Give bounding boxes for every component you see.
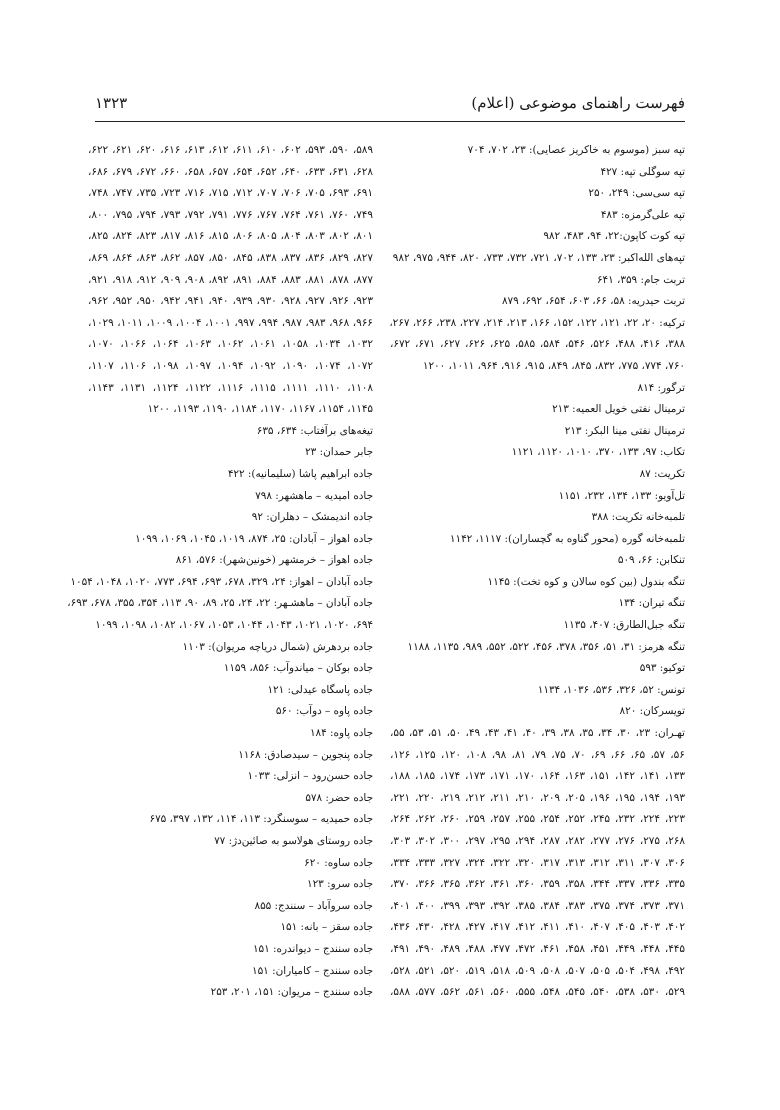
index-entry-line: تنگه تیران: ۱۳۴ bbox=[618, 597, 685, 610]
index-entry-line: توکیو: ۵۹۳ bbox=[639, 662, 685, 675]
index-entry-line: ترگور: ۸۱۴ bbox=[637, 381, 685, 394]
index-entry-line: تنگه بندول (بین کوه سالان و کوه تخت): ۱۱۴۵ bbox=[487, 575, 685, 588]
index-entry-line: ۲۲۳، ۲۲۴، ۲۳۲، ۲۴۵، ۲۵۲، ۲۵۴، ۲۵۵، ۲۵۷، ۲۵۹، ۲۶۰، ۲۶۲، ۲۶۴، bbox=[390, 813, 685, 826]
index-entry-line: تپه سی‌سی: ۲۴۹، ۲۵۰ bbox=[588, 187, 685, 200]
index-entry-line: جاده سروآباد – سنندج: ۸۵۵ bbox=[254, 899, 373, 912]
page-title: فهرست راهنمای موضوعی (اعلام) bbox=[471, 94, 685, 112]
running-header bbox=[95, 92, 685, 120]
index-entry-line: تونس: ۵۲، ۳۲۶، ۵۳۶، ۱۰۳۶، ۱۱۳۴ bbox=[537, 683, 685, 696]
index-entry-line: جاده امیدیه – ماهشهر: ۷۹۸ bbox=[255, 489, 373, 502]
index-entry-line: ۷۴۹، ۷۶۰، ۷۶۱، ۷۶۴، ۷۶۷، ۷۷۶، ۷۹۱، ۷۹۲، ۷۹۳، ۷۹۴، ۷۹۵، ۸۰۰، bbox=[88, 208, 373, 221]
index-entry-line: تربت جام: ۳۵۹، ۶۴۱ bbox=[596, 273, 685, 286]
index-entry-line: جاده روستای هولاسو به صائین‌دژ: ۷۷ bbox=[214, 835, 373, 847]
index-entry-line: ۱۱۴۵، ۱۱۵۴، ۱۱۶۷، ۱۱۷۰، ۱۱۸۴، ۱۱۹۰، ۱۱۹۳، ۱۲۰۰ bbox=[147, 403, 373, 416]
index-entry-line: ۳۷۱، ۳۷۳، ۳۷۴، ۳۷۵، ۳۸۳، ۳۸۴، ۳۸۵، ۳۹۲، ۳۹۳، ۳۹۹، ۴۰۰، ۴۰۱، bbox=[390, 899, 685, 912]
index-entry-line: تپه سبز (موسوم به خاکریز عصایی): ۲۳، ۷۰۲، ۷۰۴ bbox=[467, 144, 685, 156]
index-entry-line: ۸۰۱، ۸۰۲، ۸۰۳، ۸۰۴، ۸۰۵، ۸۰۶، ۸۱۵، ۸۱۶، ۸۱۷، ۸۲۳، ۸۲۴، ۸۲۵، bbox=[88, 230, 373, 243]
index-entry-line: ۴۹۲، ۴۹۸، ۵۰۴، ۵۰۵، ۵۰۷، ۵۰۸، ۵۰۹، ۵۱۸، ۵۱۹، ۵۲۰، ۵۲۱، ۵۲۸، bbox=[390, 964, 685, 977]
index-entry-line: تلمبه‌خانه گوره (محور گناوه به گچساران): ۱۱۱۷، ۱۱۴۲ bbox=[449, 532, 685, 545]
index-entry-line: ترمینال نفتی خویل العمیه: ۲۱۳ bbox=[552, 403, 685, 416]
index-entry-line: تهـران: ۲۳، ۳۰، ۳۴، ۳۵، ۳۸، ۳۹، ۴۰، ۴۱، ۴۳، ۴۹، ۵۰، ۵۱، ۵۳، ۵۵، bbox=[390, 727, 685, 740]
index-entry-line: جاده اهواز – آبادان: ۲۵، ۸۷۴، ۱۰۱۹، ۱۰۴۵، ۱۰۶۹، ۱۰۹۹ bbox=[135, 532, 373, 545]
index-entry-line: ۲۶۸، ۲۷۵، ۲۷۶، ۲۷۷، ۲۸۲، ۲۸۷، ۲۹۴، ۲۹۵، ۲۹۷، ۳۰۰، ۳۰۲، ۳۰۳، bbox=[390, 835, 685, 847]
index-entry-line: جاده سقز – بانه: ۱۵۱ bbox=[280, 921, 373, 934]
index-entry-line: جاده اندیمشک – دهلران: ۹۲ bbox=[251, 511, 373, 524]
index-entry-line: جاده بوکان – میاندوآب: ۸۵۶، ۱۱۵۹ bbox=[223, 662, 373, 675]
index-entry-line: جاده ساوه: ۶۲۰ bbox=[304, 856, 373, 869]
index-entry-line: تکاب: ۹۷، ۱۳۳، ۳۷۰، ۱۰۱۰، ۱۱۲۰، ۱۱۲۱ bbox=[511, 446, 685, 459]
index-entry-line: ۱۳۳، ۱۴۱، ۱۴۲، ۱۵۱، ۱۶۳، ۱۶۴، ۱۷۰، ۱۷۱، ۱۷۳، ۱۷۴، ۱۸۵، ۱۸۸، bbox=[390, 770, 685, 783]
index-entry-line: ۶۹۴، ۱۰۲۰، ۱۰۲۱، ۱۰۴۳، ۱۰۴۴، ۱۰۵۳، ۱۰۶۷، ۱۰۸۲، ۱۰۹۸، ۱۰۹۹ bbox=[95, 619, 373, 632]
index-entry-line: ۱۰۷۲، ۱۰۷۴، ۱۰۹۰، ۱۰۹۲، ۱۰۹۴، ۱۰۹۷، ۱۰۹۸، ۱۱۰۶، ۱۱۰۷، bbox=[88, 359, 373, 372]
index-entry-line: ۵۶، ۵۷، ۶۵، ۶۶، ۶۹، ۷۰، ۷۵، ۷۹، ۸۱، ۹۸، ۱۰۸، ۱۲۰، ۱۲۵، ۱۲۶، bbox=[390, 748, 685, 761]
index-entry-line: تنگه هرمز: ۳۱، ۵۱، ۳۵۶، ۳۷۸، ۴۵۶، ۵۲۲، ۵۵۲، ۹۸۹، ۱۱۳۵، ۱۱۸۸ bbox=[407, 640, 685, 653]
index-entry-line: جاده آبادان – اهواز: ۲۴، ۳۲۹، ۶۷۸، ۶۹۳، ۶۹۴، ۷۷۳، ۱۰۲۰، ۱۰۴۸، ۱۰۵۴ bbox=[70, 575, 373, 588]
index-entry-line: تپه کوت کاپون:۲۲، ۹۴، ۴۸۳، ۹۸۲ bbox=[543, 230, 685, 243]
index-entry-line: جاده سنندج – مریوان: ۱۵۱، ۲۰۱، ۲۵۳ bbox=[210, 986, 373, 999]
index-entry-line: جاده پنجوین – سیدصادق: ۱۱۶۸ bbox=[238, 748, 373, 761]
index-entry-line: جاده حمیدیه – سوسنگرد: ۱۱۳، ۱۱۴، ۱۳۲، ۳۹۷، ۶۷۵ bbox=[149, 813, 373, 826]
index-entry-line: جاده سرو: ۱۲۳ bbox=[307, 878, 373, 891]
index-entry-line: جاده اهواز – خرمشهر (خونین‌شهر): ۵۷۶، ۸۶۱ bbox=[175, 554, 373, 567]
index-entry-line: ۳۳۵، ۳۳۶، ۳۳۷، ۳۴۴، ۳۵۸، ۳۵۹، ۳۶۰، ۳۶۱، ۳۶۲، ۳۶۵، ۳۶۶، ۳۷۰، bbox=[390, 878, 685, 891]
index-entry-line: ۶۹۱، ۶۹۳، ۷۰۵، ۷۰۶، ۷۰۷، ۷۱۲، ۷۱۵، ۷۱۶، ۷۲۳، ۷۳۵، ۷۴۷، ۷۴۸، bbox=[88, 187, 373, 200]
index-entry-line: ترکیه: ۲۰، ۲۲، ۱۲۱، ۱۲۲، ۱۵۲، ۱۶۶، ۲۱۳، ۲۱۴، ۲۲۷، ۲۳۸، ۲۶۶، ۲۶۷، bbox=[389, 316, 685, 329]
index-entry-line: تپه سوگلی تپه: ۴۲۷ bbox=[600, 165, 685, 178]
index-column-right bbox=[390, 140, 685, 1004]
index-entry-line: تربت حیدریه: ۵۸، ۶۶، ۶۰۳، ۶۵۴، ۶۹۲، ۸۷۹ bbox=[501, 295, 685, 308]
index-entry-line: ۹۶۶، ۹۶۸، ۹۸۳، ۹۸۷، ۹۹۴، ۹۹۷، ۱۰۰۱، ۱۰۰۴، ۱۰۰۹، ۱۰۱۱، ۱۰۲۹، bbox=[88, 316, 373, 329]
index-entry-line: تکریت: ۸۷ bbox=[639, 467, 685, 480]
index-entry-line: جابر حمدان: ۲۳ bbox=[305, 446, 373, 459]
index-entry-line: ترمینال نفتی مینا البکر: ۲۱۳ bbox=[564, 424, 685, 437]
header-rule bbox=[95, 121, 685, 122]
index-entry-line: جاده آبادان – ماهشـهر: ۲۲، ۲۴، ۲۵، ۸۹، ۹۰، ۱۱۳، ۳۵۴، ۳۵۵، ۶۷۸، ۶۹۳، bbox=[67, 597, 373, 610]
index-entry-line: تپه علی‌گرمزه: ۴۸۳ bbox=[600, 208, 685, 221]
index-entry-line: تپه‌های الله‌اکبر: ۲۳، ۱۳۳، ۷۰۲، ۷۲۱، ۷۳۲، ۷۳۳، ۸۲۰، ۹۴۴، ۹۷۵، ۹۸۲ bbox=[392, 251, 685, 264]
index-entry-line: تنکابن: ۶۶، ۵۰۹ bbox=[617, 554, 685, 567]
page-number: ۱۳۲۳ bbox=[95, 94, 128, 112]
index-entry-line: ۵۸۹، ۵۹۰، ۵۹۳، ۶۰۲، ۶۱۰، ۶۱۱، ۶۱۲، ۶۱۳، ۶۱۶، ۶۲۰، ۶۲۱، ۶۲۲، bbox=[88, 144, 373, 156]
index-entry-line: ۳۸۸، ۴۱۶، ۴۸۸، ۵۲۶، ۵۴۶، ۵۸۴، ۵۸۵، ۶۲۵، ۶۲۶، ۶۲۷، ۶۷۱، ۶۷۲، bbox=[390, 338, 685, 351]
index-entry-line: ۴۰۲، ۴۰۳، ۴۰۵، ۴۰۷، ۴۱۰، ۴۱۱، ۴۱۲، ۴۱۷، ۴۲۷، ۴۲۸، ۴۳۰، ۴۳۶، bbox=[390, 921, 685, 934]
index-entry-line: ۴۴۵، ۴۴۸، ۴۴۹، ۴۵۱، ۴۵۸، ۴۶۱، ۴۷۲، ۴۷۷، ۴۸۸، ۴۸۹، ۴۹۰، ۴۹۱، bbox=[390, 942, 685, 955]
index-column-left bbox=[67, 140, 373, 1004]
index-entry-line: تنگه جبل‌الطارق: ۴۰۷، ۱۱۳۵ bbox=[563, 619, 685, 632]
index-entry-line: ۷۶۰، ۷۷۴، ۷۷۵، ۸۳۲، ۸۴۵، ۸۴۹، ۹۱۵، ۹۱۶، ۹۶۴، ۱۰۱۱، ۱۲۰۰ bbox=[422, 359, 685, 372]
index-entry-line: جاده سنندج – کامیاران: ۱۵۱ bbox=[252, 964, 373, 977]
index-entry-line: ۱۹۳، ۱۹۴، ۱۹۵، ۱۹۶، ۲۰۵، ۲۰۹، ۲۱۰، ۲۱۱، ۲۱۲، ۲۱۹، ۲۲۰، ۲۲۱، bbox=[390, 791, 685, 804]
index-entry-line: ۶۲۸، ۶۳۱، ۶۳۳، ۶۴۰، ۶۵۲، ۶۵۴، ۶۵۷، ۶۵۸، ۶۶۰، ۶۷۲، ۶۷۹، ۶۸۶، bbox=[88, 165, 373, 178]
index-entry-line: تل‌آویو: ۱۳۳، ۱۳۴، ۲۳۲، ۱۱۵۱ bbox=[558, 489, 685, 502]
index-entry-line: جاده ابراهیم پاشا (سلیمانیه): ۴۲۲ bbox=[227, 467, 373, 480]
index-entry-line: جاده بردهرش (شمال دریاچه مریوان): ۱۱۰۳ bbox=[182, 640, 373, 653]
index-entry-line: ۸۲۷، ۸۲۹، ۸۳۶، ۸۳۷، ۸۳۸، ۸۴۵، ۸۵۰، ۸۵۷، ۸۶۲، ۸۶۳، ۸۶۴، ۸۶۹، bbox=[88, 251, 373, 264]
index-entry-line: ۳۰۶، ۳۰۷، ۳۱۱، ۳۱۲، ۳۱۳، ۳۱۷، ۳۲۰، ۳۲۲، ۳۲۴، ۳۲۷، ۳۳۳، ۳۳۴، bbox=[390, 856, 685, 869]
index-entry-line: تویسرکان: ۸۲۰ bbox=[619, 705, 685, 718]
index-entry-line: جاده حضر: ۵۷۸ bbox=[305, 791, 373, 804]
index-entry-line: ۸۷۷، ۸۷۸، ۸۸۱، ۸۸۳، ۸۸۴، ۸۹۱، ۸۹۲، ۹۰۸، ۹۰۹، ۹۱۲، ۹۱۸، ۹۲۱، bbox=[88, 273, 373, 286]
index-entry-line: جاده پاوه: ۱۸۴ bbox=[309, 727, 373, 740]
index-entry-line: تیغه‌های برآفتاب: ۶۳۴، ۶۳۵ bbox=[256, 424, 373, 437]
index-entry-line: جاده سنندج – دیواندره: ۱۵۱ bbox=[252, 942, 373, 955]
index-entry-line: جاده پاسگاه عیدلی: ۱۲۱ bbox=[267, 683, 373, 696]
index-entry-line: جاده حسن‌رود – انزلی: ۱۰۳۳ bbox=[247, 770, 373, 783]
index-entry-line: ۱۰۳۲، ۱۰۳۴، ۱۰۵۸، ۱۰۶۱، ۱۰۶۲، ۱۰۶۳، ۱۰۶۴، ۱۰۶۶، ۱۰۷۰، bbox=[88, 338, 373, 351]
index-entry-line: ۹۲۳، ۹۲۶، ۹۲۷، ۹۲۸، ۹۳۰، ۹۳۹، ۹۴۰، ۹۴۱، ۹۴۲، ۹۵۰، ۹۵۲، ۹۶۲، bbox=[88, 295, 373, 308]
index-entry-line: ۵۲۹، ۵۳۰، ۵۳۸، ۵۴۰، ۵۴۵، ۵۴۸، ۵۵۵، ۵۶۰، ۵۶۱، ۵۶۲، ۵۷۷، ۵۸۸، bbox=[390, 986, 685, 999]
index-entry-line: جاده پاوه – دوآب: ۵۶۰ bbox=[275, 705, 373, 718]
index-entry-line: تلمبه‌خانه تکریت: ۳۸۸ bbox=[591, 511, 685, 524]
index-entry-line: ۱۱۰۸، ۱۱۱۰، ۱۱۱۱، ۱۱۱۵، ۱۱۱۶، ۱۱۲۲، ۱۱۲۴، ۱۱۳۱، ۱۱۴۳، bbox=[88, 381, 373, 394]
